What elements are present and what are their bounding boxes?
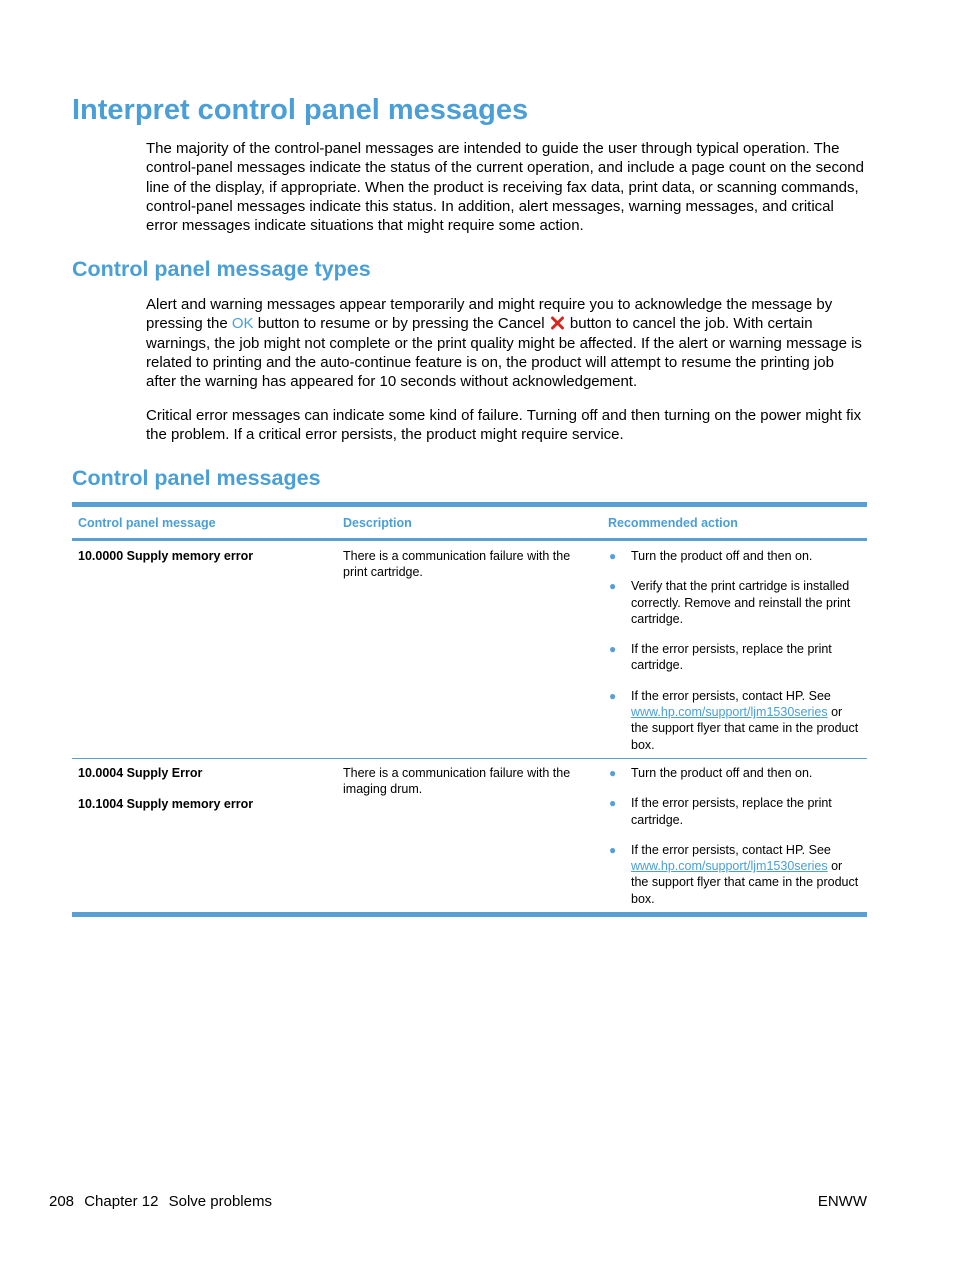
action-text: If the error persists, contact HP. See: [631, 842, 831, 857]
chapter-title: Solve problems: [168, 1193, 272, 1210]
text-segment: button to resume or by pressing the Cancel: [253, 315, 549, 333]
column-header-action: Recommended action: [608, 515, 738, 530]
bullet-icon: ●: [609, 688, 617, 703]
description-text: There is a communication failure with the print cartridge.: [343, 549, 571, 580]
column-header-description: Description: [343, 515, 412, 530]
text-segment: Alert and warning messages appear temporarily and might require you to acknowledge the message by pressing the: [146, 296, 833, 333]
list-item: [608, 688, 867, 753]
intro-paragraph: The majority of the control-panel messages are intended to guide the user through typical operation. The control-panel messages indicate the status of the current operation, and include a page count on the second line of the display, if appropriate. When the product is receiving fax data, print data, or scanning commands, control-panel messages indicate this status. In addition, alert messages, warning messages, and critical error messages indicate situations that might require some action.: [146, 140, 864, 235]
action-text: If the error persists, replace the print cartridge.: [631, 796, 832, 827]
action-text: or the support flyer that came in the product box.: [631, 859, 859, 906]
support-link[interactable]: www.hp.com/support/ljm1530series: [631, 859, 828, 874]
text-segment: button to cancel the job. With certain warnings, the job might not complete or the print quality might be affected. If the alert or warning message is related to printing and the auto-continue feature is on, the product will attempt to resume the printing job after the warning has appeared for 10 seconds without acknowledgement.: [146, 315, 862, 391]
action-list: [608, 765, 867, 907]
message-cell: [72, 765, 337, 912]
list-item: [608, 578, 867, 627]
message-code: 10.1004 Supply memory error: [78, 797, 254, 812]
bullet-icon: ●: [609, 549, 617, 563]
action-text: Verify that the print cartridge is installed correctly. Remove and reinstall the print cartridge.: [631, 579, 851, 626]
action-text: If the error persists, replace the print cartridge.: [631, 642, 832, 673]
list-item: [608, 795, 867, 828]
list-item: [608, 765, 867, 781]
message-types-paragraph-1: [146, 295, 868, 391]
support-link[interactable]: www.hp.com/support/ljm1530series: [631, 705, 828, 720]
action-text: If the error persists, contact HP. See: [631, 688, 831, 703]
message-code: 10.0000 Supply memory error: [78, 549, 254, 563]
list-item: [608, 641, 867, 674]
table-row: [72, 759, 867, 912]
bullet-icon: ●: [609, 796, 617, 811]
page-number: 208: [49, 1193, 75, 1210]
bullet-icon: ●: [609, 766, 617, 780]
bullet-icon: ●: [609, 579, 617, 594]
column-header-message: Control panel message: [78, 515, 216, 530]
page-footer: [49, 1193, 867, 1210]
ok-button-label: OK: [231, 315, 254, 333]
description-cell: [337, 765, 602, 912]
list-item: [608, 842, 867, 907]
footer-right: ENWW: [817, 1193, 867, 1210]
list-item: [608, 548, 867, 564]
action-text: Turn the product off and then on.: [631, 766, 813, 780]
action-text: or the support flyer that came in the product box.: [631, 705, 859, 752]
cancel-x-icon: [550, 316, 565, 330]
action-cell: [602, 548, 867, 758]
messages-table: [72, 502, 867, 917]
bullet-icon: ●: [609, 642, 617, 657]
action-text: Turn the product off and then on.: [631, 549, 813, 563]
footer-left: [49, 1193, 278, 1210]
action-list: [608, 548, 867, 753]
message-types-paragraph-2: Critical error messages can indicate some kind of failure. Turning off and then turning on the power might fix the problem. If a critical error persists, the product might require service.: [146, 407, 862, 444]
description-cell: [337, 548, 602, 758]
chapter-label: Chapter 12: [84, 1193, 159, 1210]
section-heading-messages: Control panel messages: [72, 466, 321, 490]
action-cell: [602, 765, 867, 912]
table-header: [72, 507, 867, 541]
page-title: Interpret control panel messages: [72, 94, 529, 126]
table-row: [72, 541, 867, 759]
message-code: 10.0004 Supply Error: [78, 766, 203, 780]
message-cell: [72, 548, 337, 758]
bullet-icon: ●: [609, 842, 617, 857]
section-heading-message-types: Control panel message types: [72, 257, 371, 281]
description-text: There is a communication failure with the imaging drum.: [343, 766, 571, 797]
